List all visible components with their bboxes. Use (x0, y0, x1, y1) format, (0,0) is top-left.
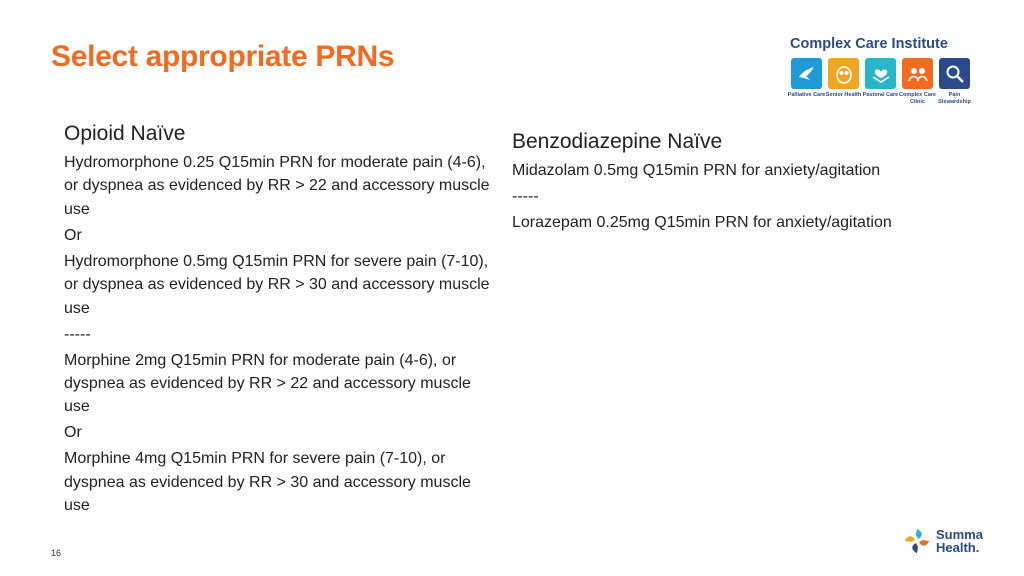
logo-item-palliative (787, 58, 826, 106)
heart-hands-icon (865, 58, 896, 89)
opioid-paragraph: Morphine 2mg Q15min PRN for moderate pain (4-6), or dyspnea as evidenced by RR > 22 and accessory muscle use (64, 351, 471, 416)
logo-title: Complex Care Institute (790, 36, 948, 52)
summa-mark-icon (902, 526, 932, 556)
benzo-separator: ----- (512, 188, 539, 205)
logo-item-senior (827, 58, 860, 106)
benzo-paragraph: Lorazepam 0.25mg Q15min PRN for anxiety/agitation (512, 214, 892, 231)
clinic-icon (902, 58, 933, 89)
magnifier-icon (939, 58, 970, 89)
opioid-naive-column (64, 120, 494, 520)
summa-line1: Summa (936, 527, 983, 542)
complex-care-institute-logo (787, 36, 976, 106)
opioid-heading: Opioid Naïve (64, 122, 186, 145)
dove-icon (791, 58, 822, 89)
opioid-separator: ----- (64, 325, 91, 343)
benzo-heading: Benzodiazepine Naïve (512, 130, 723, 153)
benzodiazepine-naive-column (512, 128, 952, 237)
opioid-paragraph: Morphine 4mg Q15min PRN for severe pain (7-10), or dyspnea as evidenced by RR > 30 and accessory muscle use (64, 450, 471, 515)
benzo-paragraph: Midazolam 0.5mg Q15min PRN for anxiety/agitation (512, 162, 881, 179)
logo-item-label: Pastoral Care (862, 92, 899, 98)
opioid-paragraph: Or (64, 226, 82, 244)
summa-health-logo (902, 526, 983, 556)
owl-icon (828, 58, 859, 89)
opioid-paragraph: Or (64, 424, 82, 442)
logo-item-label: Pain Stewardship (938, 92, 971, 105)
page-number: 16 (51, 548, 62, 558)
logo-item-label: Palliative Care (787, 92, 826, 98)
logo-item-label: Complex Care Clinic (899, 92, 936, 105)
opioid-paragraph: Hydromorphone 0.5mg Q15min PRN for severe pain (7-10), or dyspnea as evidenced by RR > 30 and accessory muscle use (64, 252, 490, 317)
summa-line2: Health. (936, 540, 980, 555)
slide-title: Select appropriate PRNs (51, 40, 395, 73)
opioid-paragraph: Hydromorphone 0.25 Q15min PRN for moderate pain (4-6), or dyspnea as evidenced by RR > 22 and accessory muscle use (64, 154, 490, 218)
logo-item-label: Senior Health (825, 92, 862, 98)
logo-item-pain (938, 58, 971, 106)
logo-icon-row (787, 58, 976, 106)
logo-item-clinic (901, 58, 934, 106)
logo-item-pastoral (864, 58, 897, 106)
